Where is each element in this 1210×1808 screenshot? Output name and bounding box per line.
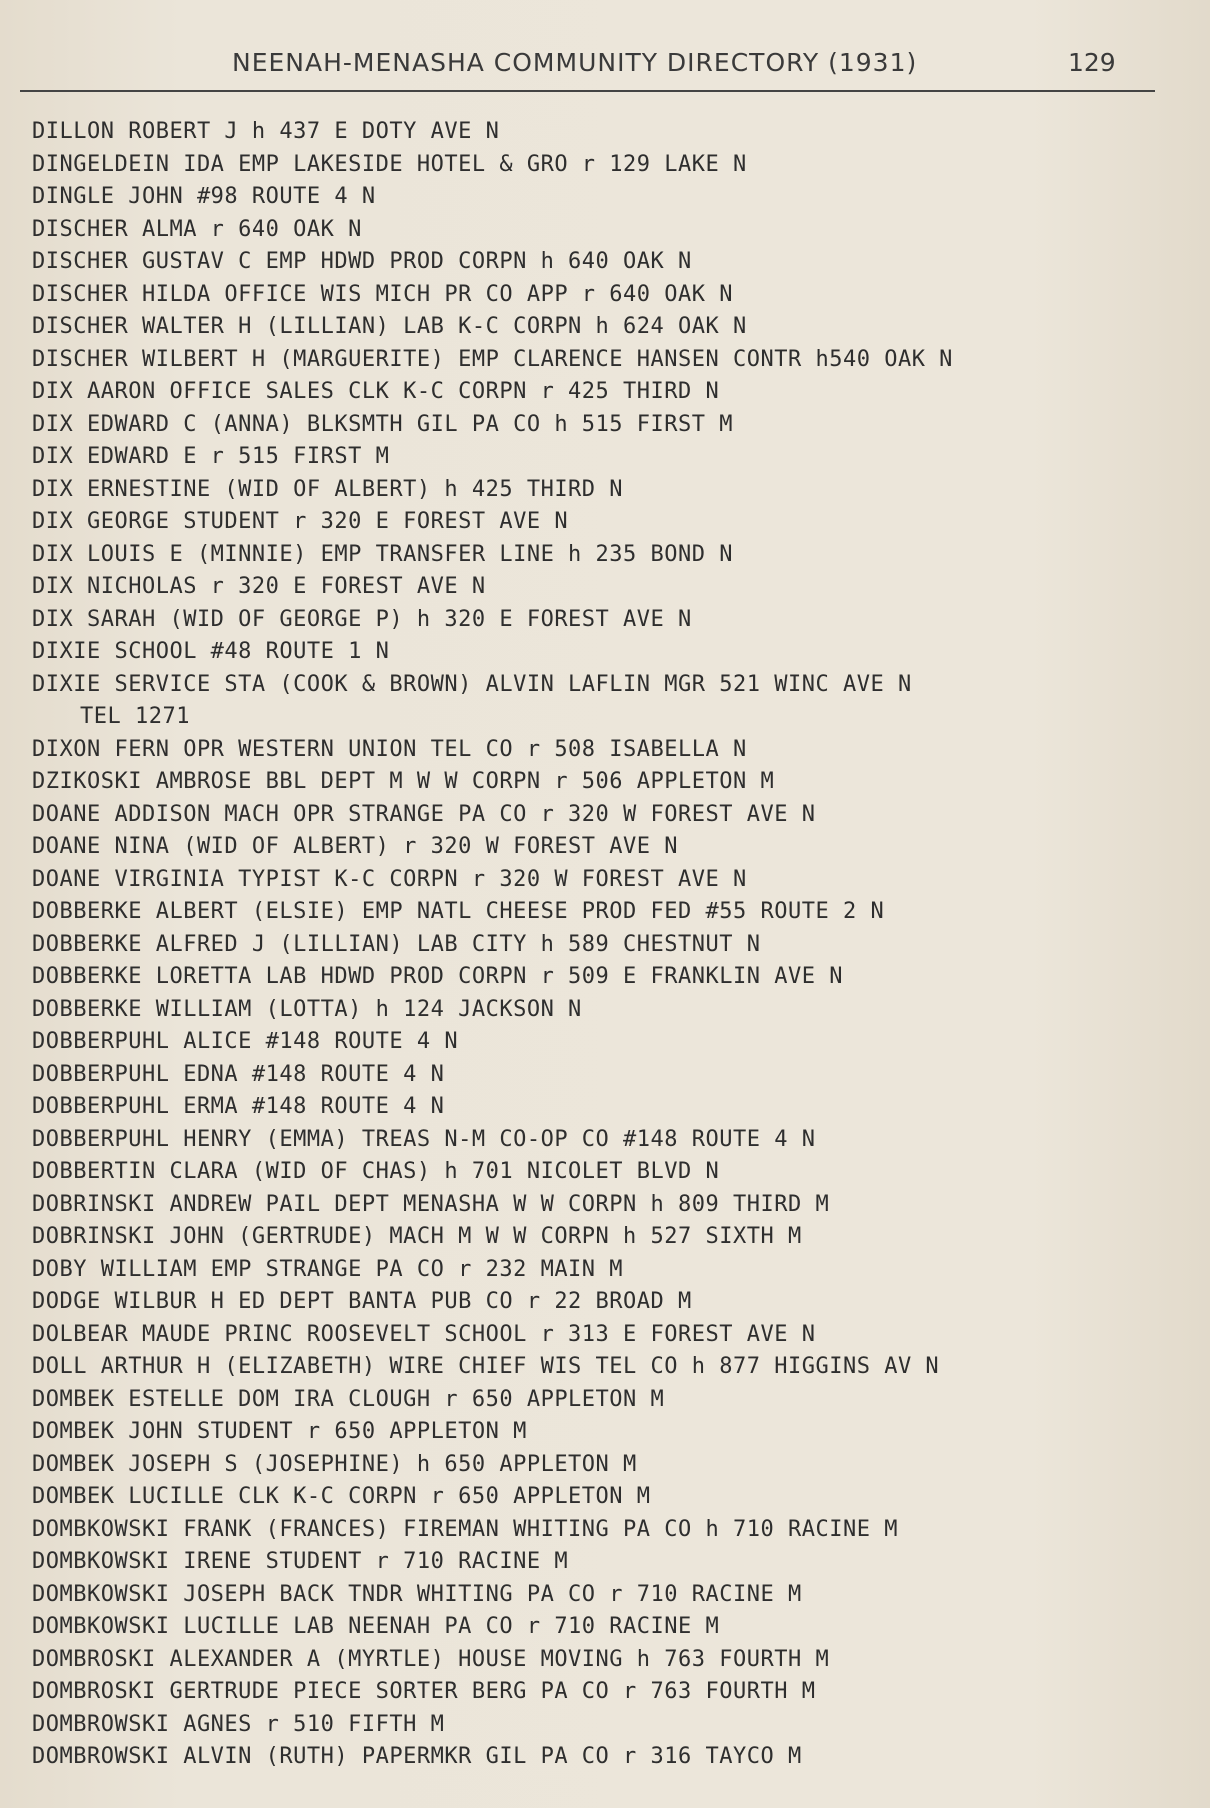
directory-entry: DOBBERPUHL ALICE #148 ROUTE 4 N bbox=[32, 1029, 459, 1054]
directory-entry: DIXIE SCHOOL #48 ROUTE 1 N bbox=[32, 639, 390, 664]
directory-entry: DOBBERPUHL EDNA #148 ROUTE 4 N bbox=[32, 1061, 445, 1087]
directory-entry-continuation: TEL 1271 bbox=[80, 704, 190, 729]
directory-entry: DISCHER GUSTAV C EMP HDWD PROD CORPN h 640 OAK N bbox=[32, 249, 692, 274]
directory-entry: DISCHER WALTER H (LILLIAN) LAB K-C CORPN h 624 OAK N bbox=[32, 314, 747, 339]
directory-entry: DINGLE JOHN #98 ROUTE 4 N bbox=[32, 184, 376, 209]
directory-entry: DOMBEK JOHN STUDENT r 650 APPLETON M bbox=[32, 1419, 527, 1444]
directory-entry: DIX AARON OFFICE SALES CLK K-C CORPN r 425 THIRD N bbox=[32, 379, 720, 404]
directory-entry: DIX EDWARD C (ANNA) BLKSMTH GIL PA CO h 515 FIRST M bbox=[32, 411, 734, 437]
directory-entry: DOMBROWSKI ALVIN (RUTH) PAPERMKR GIL PA CO r 316 TAYCO M bbox=[32, 1744, 802, 1769]
directory-entry: DOLL ARTHUR H (ELIZABETH) WIRE CHIEF WIS TEL CO h 877 HIGGINS AV N bbox=[32, 1354, 940, 1379]
directory-entry: DIX LOUIS E (MINNIE) EMP TRANSFER LINE h 235 BOND N bbox=[32, 541, 734, 567]
directory-entry: DIX GEORGE STUDENT r 320 E FOREST AVE N bbox=[32, 509, 569, 534]
directory-entry: DIX SARAH (WID OF GEORGE P) h 320 E FOREST AVE N bbox=[32, 606, 692, 632]
directory-entry: DOBBERKE WILLIAM (LOTTA) h 124 JACKSON N bbox=[32, 996, 582, 1022]
directory-entry: DOMBEK ESTELLE DOM IRA CLOUGH r 650 APPLETON M bbox=[32, 1386, 665, 1412]
page-header bbox=[0, 48, 1210, 88]
directory-entry: DZIKOSKI AMBROSE BBL DEPT M W W CORPN r 506 APPLETON M bbox=[32, 769, 775, 794]
directory-entry: DOBBERKE LORETTA LAB HDWD PROD CORPN r 509 E FRANKLIN AVE N bbox=[32, 964, 843, 989]
directory-entry: DIXIE SERVICE STA (COOK & BROWN) ALVIN LAFLIN MGR 521 WINC AVE N bbox=[32, 671, 912, 697]
directory-entry: DOANE VIRGINIA TYPIST K-C CORPN r 320 W FOREST AVE N bbox=[32, 866, 747, 892]
page-title: NEENAH-MENASHA COMMUNITY DIRECTORY (1931) bbox=[232, 48, 918, 77]
directory-entry: DIX ERNESTINE (WID OF ALBERT) h 425 THIRD N bbox=[32, 476, 624, 502]
directory-entry: DISCHER HILDA OFFICE WIS MICH PR CO APP r 640 OAK N bbox=[32, 281, 734, 307]
header-rule bbox=[20, 90, 1155, 92]
directory-entry: DOBRINSKI JOHN (GERTRUDE) MACH M W W CORPN h 527 SIXTH M bbox=[32, 1224, 802, 1249]
directory-entry: DIX NICHOLAS r 320 E FOREST AVE N bbox=[32, 574, 486, 599]
directory-entry: DOANE ADDISON MACH OPR STRANGE PA CO r 320 W FOREST AVE N bbox=[32, 801, 816, 827]
directory-entry: DOMBKOWSKI JOSEPH BACK TNDR WHITING PA CO r 710 RACINE M bbox=[32, 1581, 802, 1607]
directory-entry: DOMBROSKI ALEXANDER A (MYRTLE) HOUSE MOVING h 763 FOURTH M bbox=[32, 1646, 830, 1672]
directory-entry: DOMBROWSKI AGNES r 510 FIFTH M bbox=[32, 1711, 445, 1737]
directory-entry: DOMBKOWSKI FRANK (FRANCES) FIREMAN WHITING PA CO h 710 RACINE M bbox=[32, 1516, 898, 1542]
directory-entry: DINGELDEIN IDA EMP LAKESIDE HOTEL & GRO r 129 LAKE N bbox=[32, 151, 747, 177]
directory-entry: DILLON ROBERT J h 437 E DOTY AVE N bbox=[32, 119, 500, 144]
directory-entry: DOMBROSKI GERTRUDE PIECE SORTER BERG PA CO r 763 FOURTH M bbox=[32, 1679, 816, 1704]
directory-entry: DOBY WILLIAM EMP STRANGE PA CO r 232 MAIN M bbox=[32, 1256, 624, 1282]
directory-entry: DOBRINSKI ANDREW PAIL DEPT MENASHA W W CORPN h 809 THIRD M bbox=[32, 1191, 830, 1217]
directory-entry: DOBBERPUHL ERMA #148 ROUTE 4 N bbox=[32, 1094, 445, 1119]
directory-entry: DOMBEK LUCILLE CLK K-C CORPN r 650 APPLETON M bbox=[32, 1484, 651, 1509]
directory-entry: DIX EDWARD E r 515 FIRST M bbox=[32, 444, 390, 469]
directory-entry: DISCHER WILBERT H (MARGUERITE) EMP CLARENCE HANSEN CONTR h540 OAK N bbox=[32, 346, 953, 372]
directory-entry: DOMBKOWSKI IRENE STUDENT r 710 RACINE M bbox=[32, 1549, 569, 1574]
directory-entry: DOBBERPUHL HENRY (EMMA) TREAS N-M CO-OP CO #148 ROUTE 4 N bbox=[32, 1126, 816, 1152]
directory-entry: DOANE NINA (WID OF ALBERT) r 320 W FOREST AVE N bbox=[32, 834, 679, 859]
page-number: 129 bbox=[1068, 48, 1116, 77]
directory-entry: DIXON FERN OPR WESTERN UNION TEL CO r 508 ISABELLA N bbox=[32, 736, 747, 762]
directory-entries bbox=[32, 116, 1192, 1774]
directory-entry: DOBBERKE ALFRED J (LILLIAN) LAB CITY h 589 CHESTNUT N bbox=[32, 931, 761, 957]
directory-entry: DOBBERTIN CLARA (WID OF CHAS) h 701 NICOLET BLVD N bbox=[32, 1159, 720, 1184]
directory-entry: DOMBKOWSKI LUCILLE LAB NEENAH PA CO r 710 RACINE M bbox=[32, 1614, 720, 1639]
directory-entry: DODGE WILBUR H ED DEPT BANTA PUB CO r 22 BROAD M bbox=[32, 1289, 692, 1314]
directory-entry: DOLBEAR MAUDE PRINC ROOSEVELT SCHOOL r 313 E FOREST AVE N bbox=[32, 1321, 816, 1347]
directory-entry: DOBBERKE ALBERT (ELSIE) EMP NATL CHEESE PROD FED #55 ROUTE 2 N bbox=[32, 899, 885, 924]
directory-entry: DOMBEK JOSEPH S (JOSEPHINE) h 650 APPLETON M bbox=[32, 1451, 637, 1477]
directory-entry: DISCHER ALMA r 640 OAK N bbox=[32, 216, 362, 242]
